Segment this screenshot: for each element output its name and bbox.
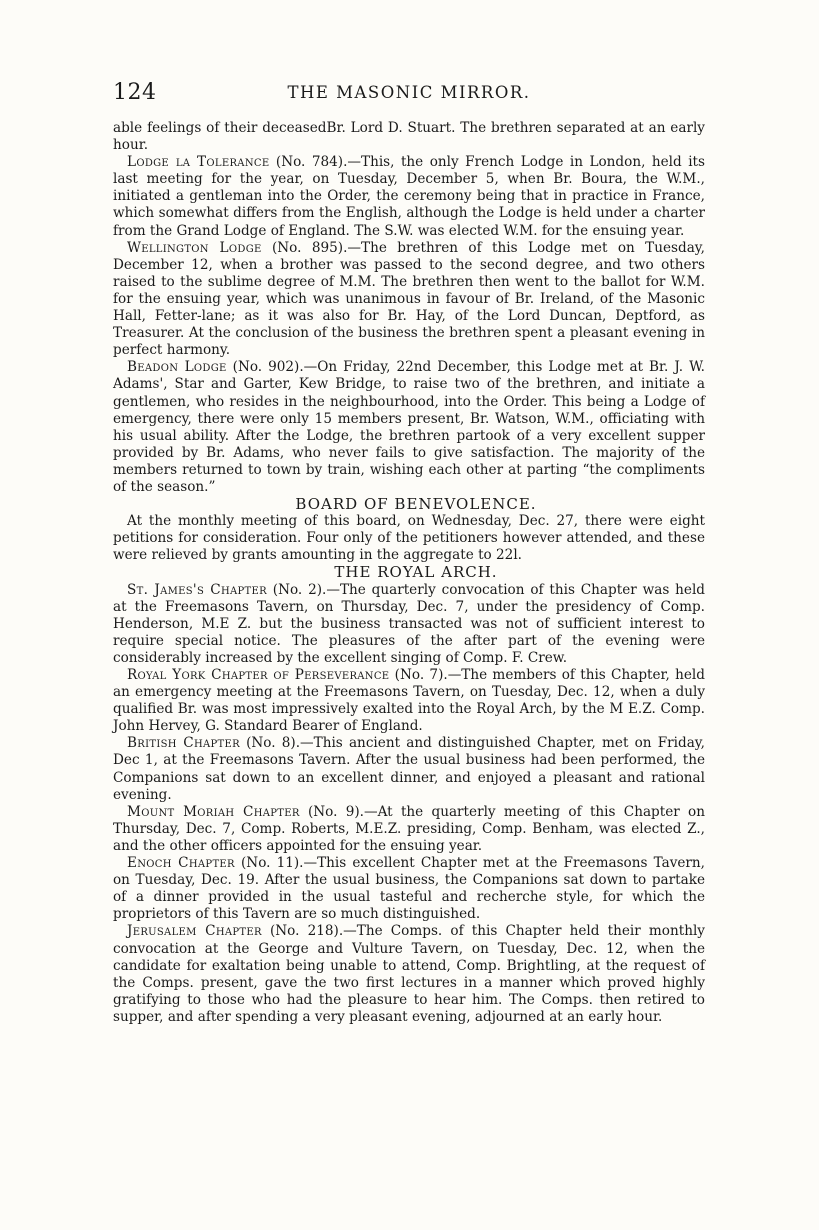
chapter-name: Royal York Chapter of Perseverance [127, 667, 390, 683]
page [113, 80, 705, 1026]
paragraph-text: (No. 218).—The Comps. of this Chapter held their monthly convocation at the George and Vulture Tavern, on Tuesday, Dec. 12, when the candidate for exaltation being unable to attend, Comp. Brightling, at the request of the Comps. present, gave the two first lectures in a manner which proved highly gratifying to those who had the pleasure to hear him. The Comps. then retired to supper, and after spending a very pleasant evening, adjourned at an early hour. [113, 923, 705, 1025]
page-number: 124 [113, 80, 157, 105]
paragraph-st-james-chapter [113, 582, 705, 667]
lodge-name: Lodge la Tolerance [127, 154, 270, 171]
lodge-name: Wellington Lodge [127, 239, 262, 256]
paragraph-text: (No. 7).—The members of this Chapter, held an emergency meeting at the Freemasons Tavern, on Tuesday, Dec. 12, when a duly qualified Br. was most impressively exalted into the Royal Arch, by the M E.Z. Comp. John Hervey, G. Standard Bearer of England. [113, 667, 705, 735]
paragraph-beadon-lodge [113, 359, 705, 496]
chapter-name: Mount Moriah Chapter [127, 803, 300, 820]
paragraph-text: (No. 902).—On Friday, 22nd December, this Lodge met at Br. J. W. Adams', Star and Garter, Kew Bridge, to raise two of the brethren, and initiate a gentlemen, who resides in the neighbourhood, into the Order. This being a Lodge of emergency, there were only 15 members present, Br. Watson, W.M., officiating with his usual ability. After the Lodge, the brethren partook of a very excellent supper provided by Br. Adams, who never fails to give satisfaction. The majority of the members returned to town by train, wishing each other at parting “the compliments of the season.” [113, 359, 705, 495]
page-header [113, 80, 705, 110]
paragraph-british-chapter [113, 735, 705, 803]
chapter-name: British Chapter [127, 735, 240, 752]
paragraph-text: (No. 9).—At the quarterly meeting of this Chapter on Thursday, Dec. 7, Comp. Roberts, M.E.Z. presiding, Comp. Benham, was elected Z., and the other officers appointed for the ensuing year. [113, 803, 705, 854]
paragraph-jerusalem-chapter [113, 923, 705, 1026]
chapter-name: Enoch Chapter [127, 855, 235, 872]
paragraph-text: (No. 8).—This ancient and distinguished Chapter, met on Friday, Dec 1, at the Freemasons Tavern. After the usual business had been performed, the Companions sat down to an excellent dinner, and enjoyed a pleasant and rational evening. [113, 735, 705, 803]
section-heading-benevolence: BOARD OF BENEVOLENCE. [295, 495, 537, 514]
paragraph-lodge-la-tolerance [113, 154, 705, 239]
section-heading-royal-arch: THE ROYAL ARCH. [334, 563, 498, 582]
lodge-name: Beadon Lodge [127, 359, 227, 376]
paragraph-text: (No. 11).—This excellent Chapter met at the Freemasons Tavern, on Tuesday, Dec. 19. After the usual business, the Companions sat down to partake of a dinner provided in the usual tasteful and recherche style, for which the proprietors of this Tavern are so much distinguished. [113, 855, 706, 923]
paragraph-royal-york-chapter [113, 667, 705, 735]
paragraph-text: (No. 784).—This, the only French Lodge in London, held its last meeting for the year, on Tuesday, December 5, when Br. Boura, the W.M., initiated a gentleman into the Order, the ceremony being that in practice in France, which somewhat differs from the English, although the Lodge is held under a charter from the Grand Lodge of England. The S.W. was elected W.M. for the ensuing year. [113, 154, 705, 239]
chapter-name: Jerusalem Chapter [127, 923, 262, 940]
paragraph-board-of-benevolence: At the monthly meeting of this board, on Wednesday, Dec. 27, there were eight petitions for consideration. Four only of the petitioners however attended, and these were relieved by grants amounting in the aggregate to 22l. [113, 513, 705, 564]
paragraph-text: (No. 895).—The brethren of this Lodge met on Tuesday, December 12, when a brother was passed to the second degree, and two others raised to the sublime degree of M.M. The brethren then went to the ballot for W.M. for the ensuing year, which was unanimous in favour of Br. Ireland, of the Masonic Hall, Fetter-lane; as it was also for Br. Hay, of the Lord Duncan, Deptford, as Treasurer. At the conclusion of the business the brethren spent a pleasant evening in perfect harmony. [113, 239, 705, 359]
article-body [113, 120, 705, 1026]
chapter-name: St. James's Chapter [127, 581, 267, 598]
paragraph-text: (No. 2).—The quarterly convocation of this Chapter was held at the Freemasons Tavern, on Thursday, Dec. 7, under the presidency of Comp. Henderson, M.E Z. but the business transacted was not of sufficient interest to require special notice. The pleasures of the after part of the evening were considerably increased by the excellent singing of Comp. F. Crew. [113, 581, 705, 666]
paragraph-mount-moriah-chapter [113, 804, 705, 855]
running-title: THE MASONIC MIRROR. [287, 83, 531, 102]
paragraph-continuation: able feelings of their deceasedBr. Lord D. Stuart. The brethren separated at an early hour. [113, 120, 705, 154]
paragraph-enoch-chapter [113, 855, 705, 923]
paragraph-wellington-lodge [113, 240, 705, 360]
